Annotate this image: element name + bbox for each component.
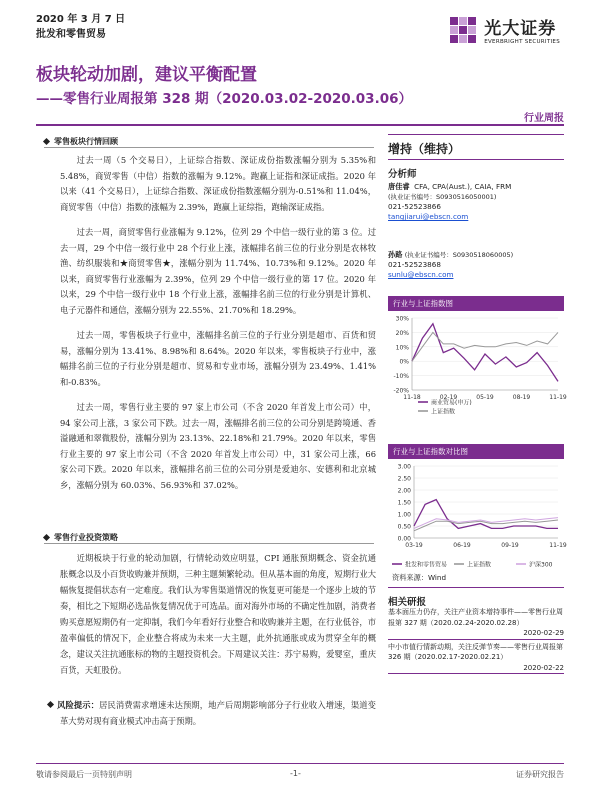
analyst-1 — [388, 182, 564, 222]
y-tick-label: -20% — [393, 387, 409, 395]
legend-label: 上证指数 — [467, 561, 492, 569]
research-item-text: 中小市值行情新动期，关注反弹节奏——零售行业周报第 326 期（2020.02.17-2020.02.21） — [388, 642, 563, 661]
x-tick-label: 06-19 — [453, 542, 471, 549]
research-item-date: 2020-02-29 — [388, 628, 564, 640]
rating: 增持（维持） — [388, 142, 461, 156]
industry-label: 批发和零售贸易 — [36, 29, 106, 40]
x-tick-label: 02-19 — [439, 394, 458, 401]
logo-en-text: EVERBRIGHT SECURITIES — [484, 39, 560, 45]
section1-body — [60, 153, 376, 493]
research-item[interactable] — [388, 607, 564, 640]
footer-disclaimer: 敬请参阅最后一页特别声明 — [36, 770, 132, 779]
research-item[interactable] — [388, 642, 564, 675]
research-item-text: 基本面压力仍存，关注产业资本增持事件——零售行业周报第 327 期（2020.02.24-2020.02.28） — [388, 608, 563, 627]
y-tick-label: -10% — [393, 373, 409, 381]
analyst-heading: 分析师 — [388, 169, 417, 180]
y-tick-label: 3.00 — [397, 463, 411, 471]
x-tick-label: 11-19 — [549, 394, 567, 401]
logo-cn-text: 光大证券 — [484, 19, 557, 39]
y-tick-label: 0% — [399, 358, 409, 366]
page-number: -1- — [290, 769, 301, 778]
bullet-diamond-icon — [47, 701, 54, 708]
y-tick-label: 2.50 — [397, 475, 411, 483]
footer-rule — [36, 763, 564, 764]
x-tick-label: 11-18 — [403, 394, 421, 401]
research-heading: 相关研报 — [388, 597, 427, 608]
risk-text: 居民消费需求增速未达预期，地产后周期影响部分子行业收入增速，渠道变革大势对现有商业模式冲击高于预期。 — [60, 700, 376, 726]
research-list — [388, 607, 564, 674]
header-divider — [36, 124, 564, 126]
legend-label: 沪深300 — [529, 561, 553, 569]
bullet-diamond-icon — [43, 534, 50, 541]
analyst-1-email[interactable]: tangjiarui@ebscn.com — [388, 212, 469, 221]
legend-label: 商业贸易(申万) — [431, 399, 472, 407]
y-tick-label: 1.50 — [397, 499, 411, 507]
paragraph-4: 过去一周，零售行业主要的 97 家上市公司（不含 2020 年首发上市公司）中，94 家公司上涨，3 家公司下跌。过去一周，涨幅排名前三位的公司分别是跨境通、香溢融通和翠微股份，涨幅分别为 23.13%、22.18%和 21.79%。2020 年以来，零售行业主要的 97 家上市公司（不含 2020 年首发上市公司）中，31 家公司上涨，66 家公司下跌。2020 年以来，涨幅排名前三位的公司分别是爱迪尔、安德利和北京城乡，涨幅分别为 60.03%、56.93%和 37.02%。 — [60, 402, 376, 490]
company-logo — [448, 14, 560, 45]
chart2-header — [388, 444, 564, 459]
analyst-2-cert: (执业证书编号：S0930518060005) — [404, 251, 514, 259]
report-date: 2020 年 3 月 7 日 — [36, 14, 126, 25]
analyst-2 — [388, 250, 564, 280]
y-tick-label: 20% — [395, 329, 409, 337]
bullet-diamond-icon — [43, 138, 50, 145]
legend-label: 批发和零售贸易 — [405, 561, 448, 569]
x-tick-label: 03-19 — [405, 542, 423, 549]
chart1-title: 行业与上证指数图 — [388, 296, 564, 311]
paragraph-3: 过去一周，零售板块子行业中，涨幅排名前三位的子行业分别是超市、百货和贸易，涨幅分别为 13.41%、8.98%和 8.64%。2020 年以来，零售板块子行业中，涨幅排名前三位的子行业分别是超市、贸易和专业市场，涨幅分别为 23.49%、1.41%和-0.83%。 — [60, 330, 376, 387]
legend-label: 上证指数 — [431, 408, 456, 416]
y-tick-label: 0.00 — [397, 535, 411, 543]
chart2-plot — [388, 460, 567, 569]
page-subtitle: ——零售行业周报第 328 期（2020.03.02-2020.03.06） — [36, 91, 412, 107]
y-tick-label: 30% — [395, 315, 409, 323]
section2-rule — [44, 543, 374, 544]
footer-label: 证券研究报告 — [516, 770, 564, 779]
analyst-1-cert: (执业证书编号：S0930516050001) — [388, 193, 497, 201]
paragraph-2: 过去一周，商贸零售行业涨幅为 9.12%，位列 29 个中信一级行业的第 3 位。过去一周，29 个中信一级行业中 28 个行业上涨，涨幅排名前三位的行业分别是农林牧渔、纺织服装和★商贸零售★，涨幅分别为 11.74%、10.73%和 9.12%。2020 年以来，商贸零售行业涨幅为 2.39%，位列 29 个中信一级行业的第 17 位。2020 年以来，29 个中信一级行业中 18 个行业上涨，涨幅排名前三位的行业分别是计算机、电子元器件和通信，涨幅分别为 22.55%、21.70%和 18.29%。 — [60, 227, 376, 315]
x-tick-label: 11-19 — [549, 542, 567, 549]
section1-heading: 零售板块行情回顾 — [44, 136, 118, 147]
section2-heading: 零售行业投资策略 — [44, 532, 118, 543]
source-note: 资料来源：Wind — [392, 573, 447, 582]
y-tick-label: 2.00 — [397, 487, 411, 495]
logo-mark-icon — [448, 15, 478, 45]
chart1-plot — [388, 312, 567, 420]
paragraph-1: 过去一周（5 个交易日），上证综合指数、深证成份指数涨幅分别为 5.35%和 5.48%，商贸零售（中信）指数的涨幅为 9.12%。跑赢上证指和深证成指。2020 年以来（41 个交易日），上证综合指数、深证成份指数涨幅分别为-0.51%和 11.04%，商贸零售（中信）指数的涨幅为 2.39%，跑赢上证综指，跑输深证成指。 — [60, 155, 376, 212]
section1-rule — [44, 147, 374, 148]
analyst-1-name: 唐佳睿 — [388, 182, 410, 191]
analyst-2-name: 孙路 — [388, 250, 403, 259]
page-title: 板块轮动加剧，建议平衡配置 — [36, 65, 257, 85]
chart2-title: 行业与上证指数对比图 — [388, 444, 564, 459]
risk-label: 风险提示： — [57, 700, 100, 710]
chart1-header — [388, 296, 564, 311]
strategy-paragraph: 近期板块于行业的轮动加剧，行情轮动效应明显，CPI 通胀预期概念、资金抗通胀概念以及小百货收购兼并预期，三种主题频繁轮动。但从基本面的角度，短期行业大幅恢复提倡状态有一定难度。我们认为零售渠道情况的恢复更可能是一个逐步上坡的节奏，相比之下短期必选品恢复情况优于可选品。面对海外市场的不确定性加剧，消费者购买意愿短期仍有一定抑制，我们今年看好行业整合和收购兼并主题，在行业低谷，市盈率偏低的情况下，企业整合将成为未来一大主题，此外抗通胀或成为贯穿全年的概念，建议关注抗通胀标的物的主题投资机会。下周建议关注：苏宁易购，爱婴室，重庆百货，天虹股份。 — [60, 553, 376, 675]
x-tick-label: 08-19 — [512, 394, 531, 401]
y-tick-label: 0.50 — [397, 523, 411, 531]
analyst-2-phone: 021-52523868 — [388, 260, 441, 269]
analyst-1-phone: 021-52523866 — [388, 202, 441, 211]
analyst-2-email[interactable]: sunlu@ebscn.com — [388, 270, 454, 279]
analyst-1-credentials: CFA, CPA(Aust.), CAIA, FRM — [414, 182, 512, 191]
research-item-date: 2020-02-22 — [388, 663, 564, 675]
x-tick-label: 09-19 — [501, 542, 519, 549]
risk-block — [57, 697, 376, 729]
rating-rule — [388, 159, 564, 160]
source-rule — [388, 587, 564, 588]
report-type-tag: 行业周报 — [524, 113, 564, 124]
y-tick-label: 1.00 — [397, 511, 411, 519]
x-tick-label: 05-19 — [476, 394, 494, 401]
section2-body — [60, 550, 376, 678]
sidebar-top-rule — [388, 134, 564, 135]
y-tick-label: 10% — [395, 344, 409, 352]
